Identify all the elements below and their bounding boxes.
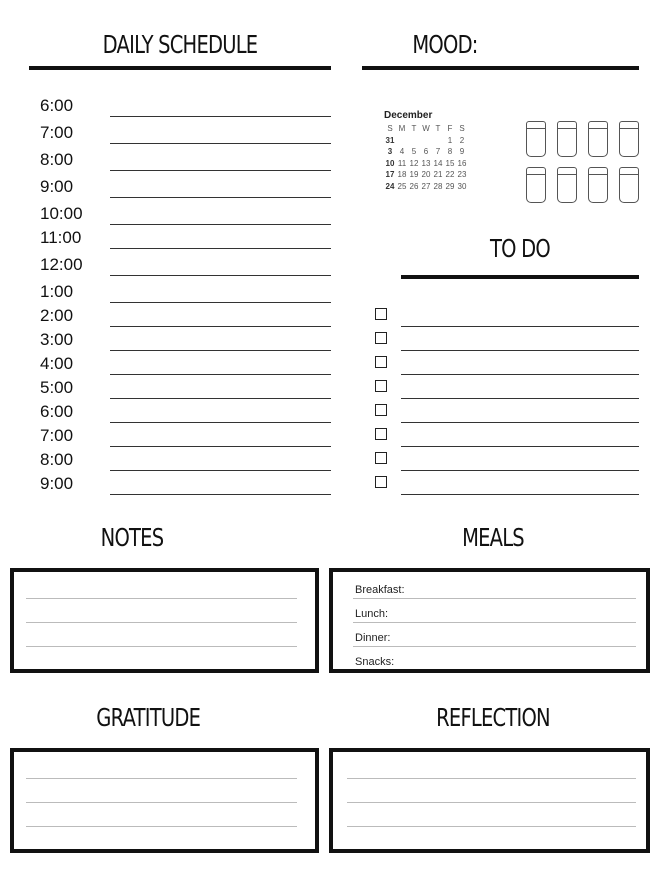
reflection-line bbox=[347, 826, 636, 827]
calendar-day: 9 bbox=[459, 147, 465, 156]
schedule-line[interactable] bbox=[110, 302, 331, 303]
meal-lunch[interactable]: Lunch: bbox=[355, 608, 389, 620]
calendar-weekdays bbox=[384, 123, 468, 135]
calendar-weekday: M bbox=[398, 124, 406, 133]
calendar-day: 4 bbox=[399, 147, 405, 156]
calendar-weekday: W bbox=[422, 124, 430, 133]
todo-line[interactable] bbox=[401, 326, 639, 327]
schedule-line[interactable] bbox=[110, 116, 331, 117]
daily-schedule-heading: DAILY SCHEDULE bbox=[102, 30, 258, 59]
calendar-day: 19 bbox=[409, 170, 419, 179]
calendar-day bbox=[408, 135, 420, 147]
todo-checkbox[interactable] bbox=[375, 452, 387, 464]
meal-breakfast[interactable]: Breakfast: bbox=[355, 584, 405, 596]
todo-line[interactable] bbox=[401, 350, 639, 351]
todo-checkbox[interactable] bbox=[375, 380, 387, 392]
notes-line bbox=[26, 646, 297, 647]
mini-calendar bbox=[384, 110, 468, 192]
calendar-day: 1 bbox=[447, 135, 453, 145]
calendar-month: December bbox=[384, 110, 433, 121]
schedule-line[interactable] bbox=[110, 470, 331, 471]
calendar-weekday: T bbox=[435, 124, 441, 133]
schedule-time: 7:00 bbox=[40, 123, 74, 142]
meal-line bbox=[353, 646, 636, 647]
calendar-day: 18 bbox=[397, 170, 407, 179]
calendar-day: 15 bbox=[445, 158, 455, 168]
todo-heading: TO DO bbox=[490, 234, 550, 263]
reflection-line bbox=[347, 778, 636, 779]
todo-checkbox[interactable] bbox=[375, 476, 387, 488]
calendar-weekday: T bbox=[411, 124, 417, 133]
water-cup-icon[interactable] bbox=[588, 167, 608, 203]
notes-box[interactable] bbox=[10, 568, 319, 673]
gratitude-heading: GRATITUDE bbox=[96, 703, 201, 732]
schedule-line[interactable] bbox=[110, 224, 331, 225]
schedule-line[interactable] bbox=[110, 494, 331, 495]
reflection-heading: REFLECTION bbox=[436, 703, 550, 732]
calendar-week bbox=[384, 146, 468, 158]
todo-checkbox[interactable] bbox=[375, 404, 387, 416]
calendar-weekday: S bbox=[387, 124, 393, 133]
schedule-time: 10:00 bbox=[40, 204, 83, 223]
schedule-line[interactable] bbox=[110, 197, 331, 198]
todo-line[interactable] bbox=[401, 422, 639, 423]
water-cup-icon[interactable] bbox=[557, 167, 577, 203]
todo-line[interactable] bbox=[401, 470, 639, 471]
todo-line[interactable] bbox=[401, 374, 639, 375]
water-cup-icon[interactable] bbox=[557, 121, 577, 157]
schedule-time: 4:00 bbox=[40, 354, 74, 373]
calendar-day: 20 bbox=[421, 170, 431, 179]
meal-snacks[interactable]: Snacks: bbox=[355, 656, 395, 668]
calendar-day: 16 bbox=[457, 158, 467, 168]
todo-checkbox[interactable] bbox=[375, 308, 387, 320]
schedule-time: 6:00 bbox=[40, 96, 74, 115]
todo-rule bbox=[401, 275, 639, 279]
water-cup-icon[interactable] bbox=[619, 167, 639, 203]
calendar-day: 22 bbox=[445, 170, 455, 179]
calendar-weekday: F bbox=[447, 124, 453, 133]
schedule-line[interactable] bbox=[110, 350, 331, 351]
calendar-day: 6 bbox=[423, 147, 429, 156]
calendar-day bbox=[432, 135, 444, 147]
calendar-week bbox=[384, 169, 468, 181]
calendar-day: 5 bbox=[411, 147, 417, 156]
gratitude-line bbox=[26, 778, 297, 779]
schedule-time: 9:00 bbox=[40, 474, 74, 493]
calendar-day bbox=[420, 135, 432, 147]
calendar-day: 2 bbox=[459, 135, 465, 145]
calendar-weekday: S bbox=[459, 124, 465, 133]
meal-dinner[interactable]: Dinner: bbox=[355, 632, 391, 644]
todo-line[interactable] bbox=[401, 494, 639, 495]
schedule-line[interactable] bbox=[110, 326, 331, 327]
mood-heading: MOOD: bbox=[412, 30, 478, 59]
calendar-day: 11 bbox=[397, 158, 407, 168]
meal-line bbox=[353, 598, 636, 599]
notes-line bbox=[26, 598, 297, 599]
todo-checkbox[interactable] bbox=[375, 356, 387, 368]
calendar-day: 31 bbox=[385, 135, 395, 145]
calendar-week bbox=[384, 158, 468, 170]
schedule-time: 8:00 bbox=[40, 150, 74, 169]
schedule-time: 2:00 bbox=[40, 306, 74, 325]
schedule-time: 8:00 bbox=[40, 450, 74, 469]
todo-line[interactable] bbox=[401, 446, 639, 447]
reflection-box[interactable] bbox=[329, 748, 650, 853]
calendar-day: 21 bbox=[433, 170, 443, 179]
calendar-day: 26 bbox=[409, 181, 419, 191]
todo-line[interactable] bbox=[401, 398, 639, 399]
calendar-day: 14 bbox=[433, 158, 443, 168]
schedule-time: 7:00 bbox=[40, 426, 74, 445]
gratitude-line bbox=[26, 826, 297, 827]
todo-checkbox[interactable] bbox=[375, 428, 387, 440]
calendar-day: 8 bbox=[447, 147, 453, 156]
calendar-day: 27 bbox=[421, 181, 431, 191]
water-cup-icon[interactable] bbox=[526, 121, 546, 157]
gratitude-line bbox=[26, 802, 297, 803]
schedule-line[interactable] bbox=[110, 275, 331, 276]
calendar-day: 7 bbox=[435, 147, 441, 156]
calendar-day: 13 bbox=[421, 158, 431, 168]
schedule-time: 1:00 bbox=[40, 282, 74, 301]
water-cup-icon[interactable] bbox=[588, 121, 608, 157]
water-cup-icon[interactable] bbox=[619, 121, 639, 157]
schedule-line[interactable] bbox=[110, 398, 331, 399]
schedule-line[interactable] bbox=[110, 374, 331, 375]
mood-rule bbox=[362, 66, 639, 70]
calendar-week bbox=[384, 181, 468, 193]
reflection-line bbox=[347, 802, 636, 803]
schedule-time: 11:00 bbox=[40, 228, 82, 247]
calendar-day: 30 bbox=[457, 181, 467, 191]
schedule-time: 6:00 bbox=[40, 402, 74, 421]
schedule-time: 3:00 bbox=[40, 330, 74, 349]
calendar-day: 12 bbox=[409, 158, 419, 168]
water-cup-icon[interactable] bbox=[526, 167, 546, 203]
meal-line bbox=[353, 622, 636, 623]
schedule-line[interactable] bbox=[110, 170, 331, 171]
calendar-day: 29 bbox=[445, 181, 455, 191]
calendar-day: 24 bbox=[385, 181, 395, 191]
daily-schedule-rule bbox=[29, 66, 331, 70]
calendar-day: 17 bbox=[385, 170, 395, 179]
schedule-time: 9:00 bbox=[40, 177, 74, 196]
meals-box bbox=[329, 568, 650, 673]
schedule-line[interactable] bbox=[110, 446, 331, 447]
schedule-time: 12:00 bbox=[40, 255, 83, 274]
calendar-day bbox=[396, 135, 408, 147]
schedule-line[interactable] bbox=[110, 248, 331, 249]
calendar-week bbox=[384, 135, 468, 147]
calendar-day: 25 bbox=[397, 181, 407, 191]
schedule-line[interactable] bbox=[110, 143, 331, 144]
gratitude-box[interactable] bbox=[10, 748, 319, 853]
meals-heading: MEALS bbox=[462, 523, 524, 552]
calendar-day: 23 bbox=[457, 170, 467, 179]
calendar-day: 28 bbox=[433, 181, 443, 191]
notes-line bbox=[26, 622, 297, 623]
schedule-time: 5:00 bbox=[40, 378, 74, 397]
schedule-line[interactable] bbox=[110, 422, 331, 423]
notes-heading: NOTES bbox=[100, 523, 164, 552]
calendar-day: 3 bbox=[387, 147, 393, 156]
todo-checkbox[interactable] bbox=[375, 332, 387, 344]
calendar-day: 10 bbox=[385, 158, 395, 168]
